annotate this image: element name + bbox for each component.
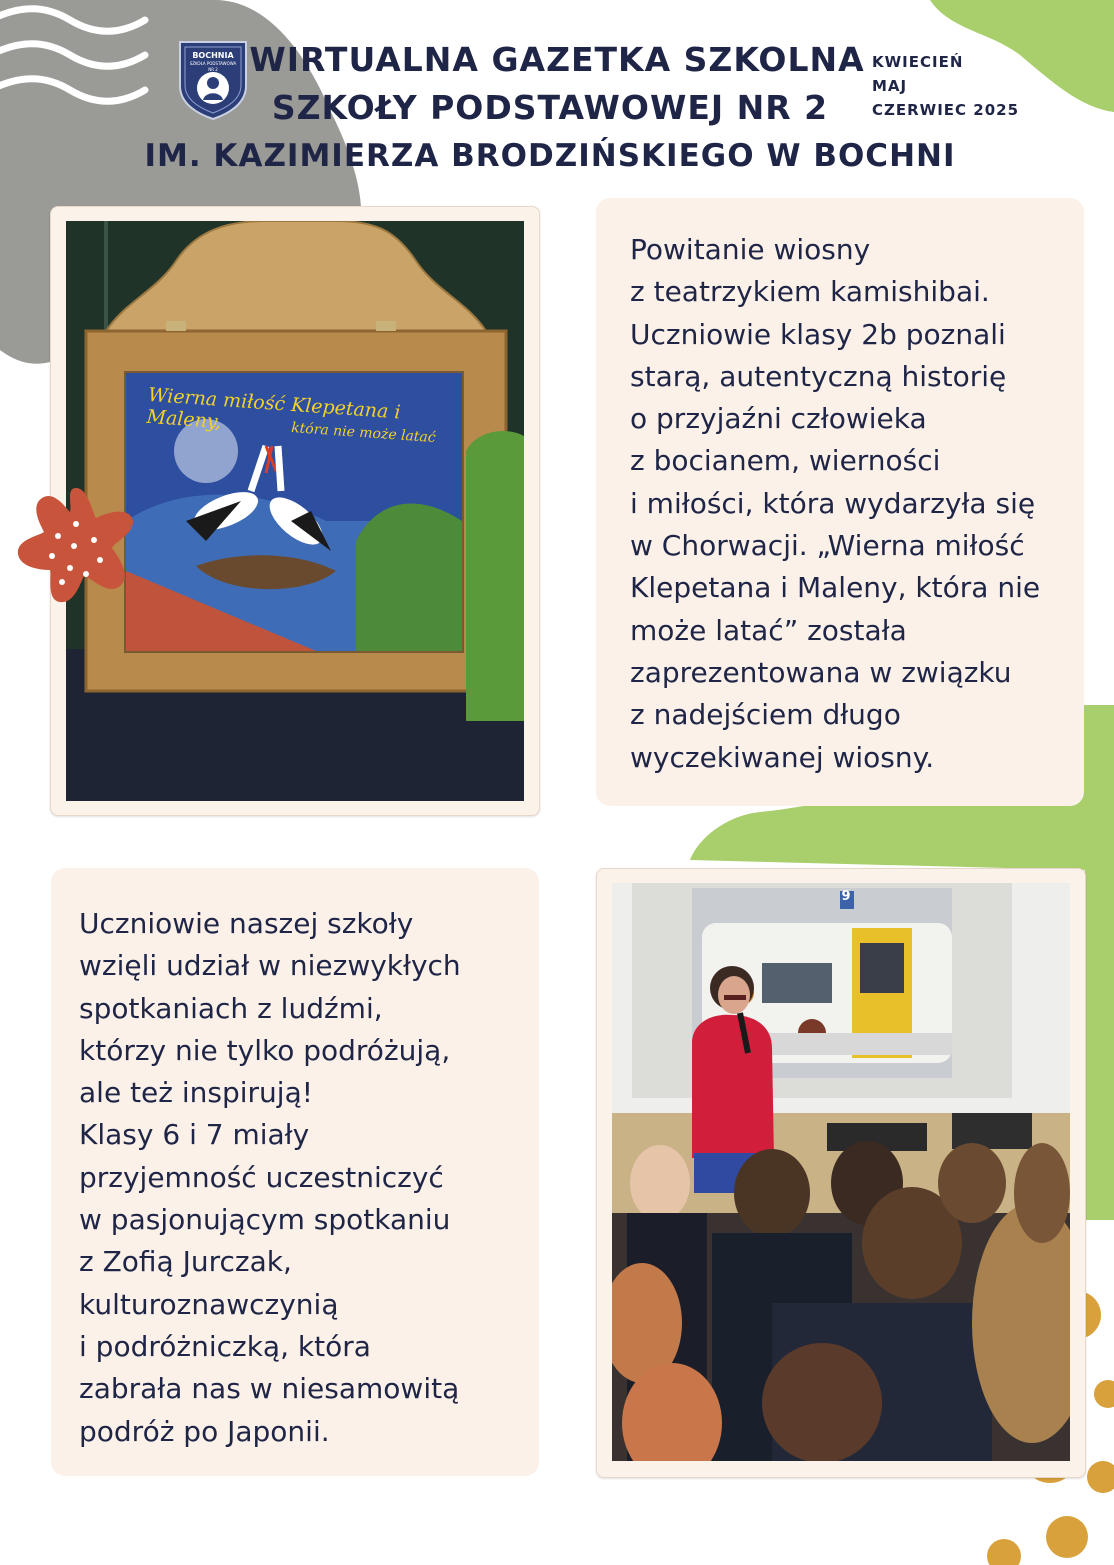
- meeting-photo: [612, 883, 1070, 1461]
- meeting-photo-frame: [596, 868, 1086, 1478]
- title-line-1: WIRTUALNA GAZETKA SZKOLNA: [249, 40, 865, 79]
- issue-month-2: MAJ: [872, 77, 908, 95]
- title-line-2: SZKOŁY PODSTAWOWEJ NR 2: [271, 88, 829, 127]
- orange-dot: [1046, 1516, 1088, 1558]
- platform-number: 9: [841, 889, 851, 904]
- logo-number: NR 2: [208, 67, 218, 72]
- article-card-spring: [596, 198, 1084, 806]
- orange-dot: [1087, 1461, 1114, 1493]
- article-text-japan: Uczniowie naszej szkoły wzięli udział w niezwykłych spotkaniach z ludźmi, którzy nie tylko podróżują, ale też inspirują! Klasy 6 i 7 miały przyjemność uczestniczyć w pasjonującym spotkaniu z Zofią Jurczak, kulturoznawczynią i podróżniczką, która zabrała nas w niesamowitą podróż po Japonii.: [79, 907, 461, 1448]
- book-title: Wierna miłość Klepetana i Maleny,: [145, 383, 402, 433]
- orange-dot: [1094, 1380, 1114, 1408]
- issue-date: [872, 50, 1019, 122]
- article-card-japan: [51, 868, 539, 1476]
- title-line-3: IM. KAZIMIERZA BRODZIŃSKIEGO W BOCHNI: [144, 138, 956, 174]
- issue-month-1: KWIECIEŃ: [872, 53, 964, 71]
- article-text-spring: Powitanie wiosny z teatrzykiem kamishibai. Uczniowie klasy 2b poznali starą, autentyczną historię o przyjaźni człowieka z bocianem, wierności i miłości, która wydarzyła się w Chorwacji. „Wierna miłość Klepetana i Maleny, która nie może latać” została zaprezentowana w związku z nadejściem długo wyczekiwanej wiosny.: [630, 233, 1041, 774]
- logo-name: BOCHNIA: [192, 51, 234, 60]
- logo-subtitle: SZKOŁA PODSTAWOWA: [189, 61, 237, 66]
- issue-month-3: CZERWIEC 2025: [872, 101, 1020, 119]
- flower-sticker: [14, 484, 138, 608]
- orange-dot: [987, 1539, 1021, 1565]
- book-subtitle: która nie może latać: [290, 420, 437, 447]
- page-title: [100, 36, 1000, 180]
